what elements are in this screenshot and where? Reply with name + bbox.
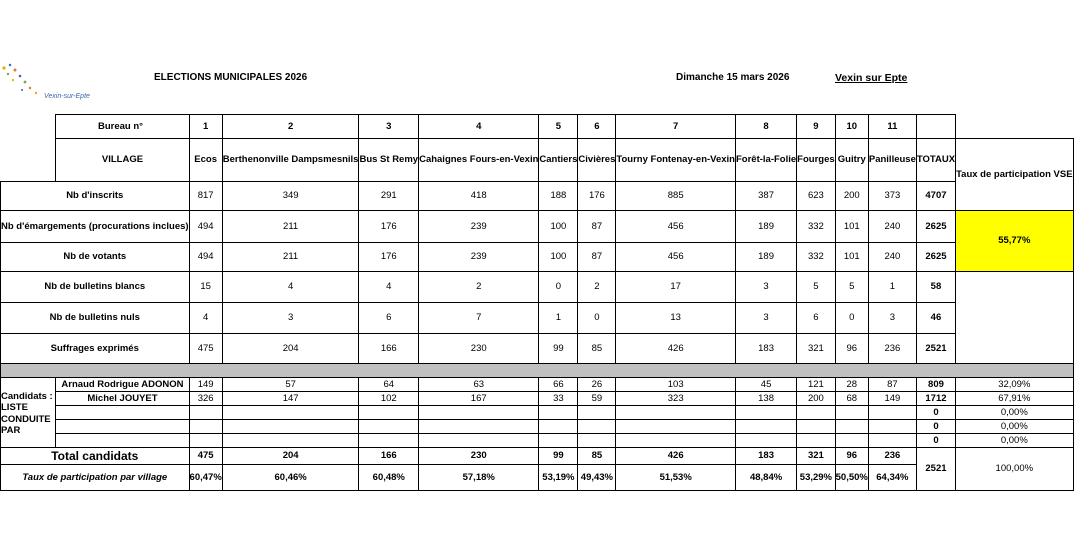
cell: 17 [616,272,736,303]
taux-village-row [1,465,1074,491]
row-label: Nb d'inscrits [1,182,190,211]
candidate-pct: 67,91% [956,392,1074,406]
cell: 230 [419,448,539,465]
cell: 166 [359,448,419,465]
cell: 0 [539,272,578,303]
cell: 291 [359,182,419,211]
candidate-total: 0 [916,420,955,434]
cell: 0 [835,303,868,334]
cell: 1 [868,272,916,303]
cell: 1 [539,303,578,334]
candidate-pct: 0,00% [956,434,1074,448]
row-total: 2521 [916,334,955,364]
cell: 200 [835,182,868,211]
cell: 2 [419,272,539,303]
cell: 387 [735,182,796,211]
cell: 230 [419,334,539,364]
cell: 183 [735,334,796,364]
cell: 332 [797,243,835,272]
row-label: Nb d'émargements (procurations inclues) [1,211,190,243]
candidate-name [56,434,189,448]
stats-row [1,211,1074,243]
cell: 66 [539,378,578,392]
candidates-label: Candidats : LISTE CONDUITE PAR [1,378,56,448]
cell: 57 [222,378,359,392]
commune-name: Vexin sur Epte [835,72,908,84]
row-total: 2625 [916,211,955,243]
cell: 176 [359,211,419,243]
cell: 64,34% [868,465,916,491]
cell: 475 [189,334,222,364]
grand-total: 2521 [916,448,955,491]
cell: 60,48% [359,465,419,491]
cell: 4 [189,303,222,334]
village-label: VILLAGE [56,139,189,182]
row-label: Nb de bulletins blancs [1,272,190,303]
cell: 6 [359,303,419,334]
logo-text: Vexin-sur-Epte [44,93,90,100]
bureau-number: 2 [222,115,359,139]
cell: 236 [868,334,916,364]
cell: 102 [359,392,419,406]
row-label: Nb de votants [1,243,190,272]
cell: 60,47% [189,465,222,491]
cell: 4 [222,272,359,303]
candidate-row [1,378,1074,392]
candidate-pct: 0,00% [956,420,1074,434]
cell: 189 [735,211,796,243]
cell: 176 [578,182,616,211]
cell: 7 [419,303,539,334]
row-total: 4707 [916,182,955,211]
stats-row [1,272,1074,303]
bureau-number: 4 [419,115,539,139]
cell: 211 [222,243,359,272]
results-table [0,114,1074,491]
village-name: Bus St Remy [359,139,419,182]
participation-value: 55,77% [956,211,1074,272]
cell: 53,29% [797,465,835,491]
cell: 623 [797,182,835,211]
cell: 149 [189,378,222,392]
cell: 53,19% [539,465,578,491]
totals-label: TOTAUX [916,139,955,182]
cell: 3 [222,303,359,334]
cell: 87 [578,211,616,243]
cell: 87 [578,243,616,272]
cell: 3 [735,303,796,334]
total-candidats-label: Total candidats [1,448,190,465]
village-name: Panilleuse [868,139,916,182]
stats-row [1,334,1074,364]
candidate-total: 0 [916,406,955,420]
cell: 456 [616,211,736,243]
cell: 211 [222,211,359,243]
cell: 103 [616,378,736,392]
bureau-number: 5 [539,115,578,139]
candidate-name [56,406,189,420]
cell: 149 [868,392,916,406]
total-candidats-row [1,448,1074,465]
taux-village-label: Taux de participation par village [1,465,190,491]
cell: 64 [359,378,419,392]
cell: 494 [189,243,222,272]
cell: 239 [419,243,539,272]
cell: 189 [735,243,796,272]
cell: 3 [735,272,796,303]
cell: 4 [359,272,419,303]
cell: 59 [578,392,616,406]
village-name: Forêt-la-Folie [735,139,796,182]
cell: 99 [539,334,578,364]
cell: 48,84% [735,465,796,491]
village-name: Ecos [189,139,222,182]
cell: 240 [868,211,916,243]
cell: 494 [189,211,222,243]
cell: 204 [222,448,359,465]
cell: 68 [835,392,868,406]
candidate-name: Michel JOUYET [56,392,189,406]
cell: 204 [222,334,359,364]
cell: 456 [616,243,736,272]
cell: 28 [835,378,868,392]
separator-row [1,364,1074,378]
cell: 418 [419,182,539,211]
cell: 426 [616,334,736,364]
cell: 100 [539,211,578,243]
bureau-number: 8 [735,115,796,139]
village-name: Tourny Fontenay-en-Vexin [616,139,736,182]
cell: 60,46% [222,465,359,491]
row-total: 2625 [916,243,955,272]
cell: 2 [578,272,616,303]
cell: 183 [735,448,796,465]
candidate-total: 1712 [916,392,955,406]
bureau-row [1,115,1074,139]
cell: 85 [578,334,616,364]
stats-row [1,303,1074,334]
bureau-number: 11 [868,115,916,139]
cell: 332 [797,211,835,243]
village-name: Guitry [835,139,868,182]
row-label: Nb de bulletins nuls [1,303,190,334]
bureau-number: 10 [835,115,868,139]
cell: 87 [868,378,916,392]
candidate-row [1,434,1074,448]
cell: 101 [835,211,868,243]
candidate-row [1,406,1074,420]
row-label: Suffrages exprimés [1,334,190,364]
row-total: 58 [916,272,955,303]
participation-label: Taux de participation VSE [956,139,1074,211]
cell: 96 [835,334,868,364]
cell: 100 [539,243,578,272]
cell: 101 [835,243,868,272]
grand-pct: 100,00% [956,448,1074,491]
village-name: Berthenonville Dampsmesnils [222,139,359,182]
candidate-row [1,420,1074,434]
cell: 15 [189,272,222,303]
candidate-pct: 32,09% [956,378,1074,392]
cell: 475 [189,448,222,465]
cell: 57,18% [419,465,539,491]
candidate-total: 809 [916,378,955,392]
cell: 239 [419,211,539,243]
page-title: ELECTIONS MUNICIPALES 2026 [154,72,308,83]
village-name: Fourges [797,139,835,182]
cell: 885 [616,182,736,211]
village-name: Cantiers [539,139,578,182]
row-total: 46 [916,303,955,334]
cell: 50,50% [835,465,868,491]
cell: 426 [616,448,736,465]
bureau-number: 7 [616,115,736,139]
cell: 188 [539,182,578,211]
cell: 3 [868,303,916,334]
cell: 49,43% [578,465,616,491]
cell: 121 [797,378,835,392]
cell: 33 [539,392,578,406]
candidate-row [1,392,1074,406]
cell: 236 [868,448,916,465]
cell: 321 [797,448,835,465]
bureau-number: 9 [797,115,835,139]
cell: 147 [222,392,359,406]
cell: 5 [835,272,868,303]
election-date: Dimanche 15 mars 2026 [676,72,790,83]
candidate-pct: 0,00% [956,406,1074,420]
cell: 26 [578,378,616,392]
candidate-name [56,420,189,434]
cell: 0 [578,303,616,334]
cell: 176 [359,243,419,272]
village-row [1,139,1074,182]
cell: 45 [735,378,796,392]
cell: 240 [868,243,916,272]
separator [1,364,1074,378]
bureau-number: 3 [359,115,419,139]
village-name: Cahaignes Fours-en-Vexin [419,139,539,182]
cell: 373 [868,182,916,211]
bureau-number: 1 [189,115,222,139]
cell: 99 [539,448,578,465]
cell: 349 [222,182,359,211]
bureau-number: 6 [578,115,616,139]
candidate-name: Arnaud Rodrigue ADONON [56,378,189,392]
cell: 6 [797,303,835,334]
cell: 96 [835,448,868,465]
cell: 323 [616,392,736,406]
cell: 321 [797,334,835,364]
stats-row [1,243,1074,272]
stats-row [1,182,1074,211]
village-name: Civières [578,139,616,182]
cell: 63 [419,378,539,392]
cell: 13 [616,303,736,334]
cell: 166 [359,334,419,364]
cell: 817 [189,182,222,211]
cell: 138 [735,392,796,406]
cell: 85 [578,448,616,465]
cell: 167 [419,392,539,406]
cell: 51,53% [616,465,736,491]
cell: 200 [797,392,835,406]
candidate-total: 0 [916,434,955,448]
cell: 326 [189,392,222,406]
cell: 5 [797,272,835,303]
bureau-label: Bureau n° [56,115,189,139]
